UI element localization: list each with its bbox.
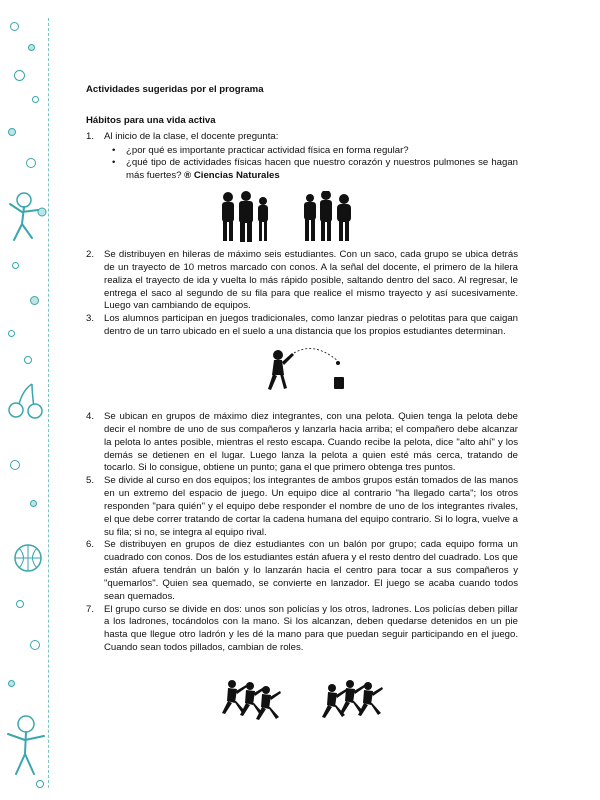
item-number: 5. [86,475,95,487]
child-throwing-ball-illustration [262,345,362,395]
bubble-decoration [8,680,15,687]
list-item [86,475,518,539]
list-item [86,604,518,655]
bubble-decoration [24,356,32,364]
bubble-decoration [14,70,25,81]
activities-document [86,84,518,725]
list-item [86,411,518,475]
bubble-decoration [16,600,24,608]
bullet-text: ¿por qué es importante practicar actividad física en forma regular? [126,144,409,156]
bubble-decoration [32,96,39,103]
list-item [86,539,518,603]
item-text: Se distribuyen en grupos de diez estudiantes con un balón por grupo; cada equipo forma un cuadrado con conos. Dos de los estudiantes están afuera y el resto dentro del cuadrado. Los que están afuera tendrán un balón y lo lanzarán hacia el centro para tocar a sus compañeros y "quemarlos". Quien sea quemado, se convierte en lanzador. El juego se acaba cuando todos sean quemados. [104,539,518,602]
item-text: Se divide al curso en dos equipos; los integrantes de ambos grupos están tomados de las manos en un extremo del espacio de juego. Un equipo dice al contrario "ha llegado carta"; los otros responden "para quién" y el equipo debe responder el nombre de uno de los integrantes rivales, el que debe correr tratando de cortar la cadena humana del equipo contrario. Si lo logra, vuelve a su fila; si no, se integra al equipo rival. [104,475,518,538]
activity-list [86,131,518,725]
item-number: 7. [86,603,95,615]
list-item [86,249,518,313]
bubble-decoration [30,500,37,507]
item-text: El grupo curso se divide en dos: unos son policías y los otros, ladrones. Los policías deben pillar a los ladrones, tocándolos con la mano. Si los alcanzan, deben quedarse detenidos en un pie hasta que llegue otro ladrón y les dé la mano para que puedan seguir participando en el juego. Cuando sean todos pillados, cambian de roles. [104,603,518,654]
item-text: Se ubican en grupos de máximo diez integrantes, con una pelota. Quien tenga la pelota debe decir el nombre de uno de sus compañeros y lanzarla hacia arriba; el compañero debe alcanzar la pelota lo antes posible, mientras el resto escapa. Cuando recibe la pelota, dice "alto ahí" y los demás se detienen en el lugar. Luego lanza la pelota a quien esté más cerca, tratando de tocarlo. Si lo consigue, obtiene un punto; gana el que primero obtenga tres puntos. [104,410,518,474]
item-text: Se distribuyen en hileras de máximo seis estudiantes. Con un saco, cada grupo se ubica detrás de un trayecto de 10 metros marcado con conos. A la señal del docente, el primero de la hilera realiza el trayecto de ida y vuelta lo más rápido posible, saltando dentro del saco. Al regresar, le entrega el saco al segundo de su fila para que realice el mismo trayecto y así sucesivamente. Luego van cambiando de equipos. [104,249,518,312]
bubble-decoration [30,640,40,650]
child-playing-illustration [2,190,52,248]
figure-row [86,655,518,725]
children-running-illustration [218,677,388,721]
item-text: Al inicio de la clase, el docente pregunta: [104,130,279,142]
list-item [86,313,518,339]
bubble-decoration [8,128,16,136]
item-number: 3. [86,313,95,325]
children-group-illustration [218,191,368,245]
question-bullets [104,145,518,184]
bubble-decoration [26,158,36,168]
subject-tag: ® Ciencias Naturales [184,170,280,182]
figure-row [86,339,518,411]
bubble-decoration [12,262,19,269]
item-number: 1. [86,130,95,142]
left-margin-decoration [0,0,60,800]
basketball-icon [12,542,44,574]
child-waving-illustration [0,712,56,782]
bubble-decoration [8,330,15,337]
list-item [86,131,518,183]
bullet-item [126,145,518,158]
bubble-decoration [30,296,39,305]
item-number: 4. [86,410,95,422]
dashed-margin-line [48,18,49,788]
bullet-text: ¿qué tipo de actividades físicas hacen que nuestro corazón y nuestros pulmones se hagan más fuertes? [126,157,518,182]
item-text: Los alumnos participan en juegos tradicionales, como lanzar piedras o pelotitas para que caigan dentro de un tarro ubicado en el suelo a una distancia que los propios estudiantes determinan. [104,313,518,338]
cherries-icon [4,380,48,420]
item-number: 2. [86,249,95,261]
bubble-decoration [28,44,35,51]
bubble-decoration [10,460,20,470]
section-subtitle: Hábitos para una vida activa [86,114,216,126]
item-number: 6. [86,539,95,551]
document-title: Actividades sugeridas por el programa [86,84,264,95]
bullet-item [126,157,518,183]
figure-row [86,183,518,249]
bubble-decoration [10,22,19,31]
